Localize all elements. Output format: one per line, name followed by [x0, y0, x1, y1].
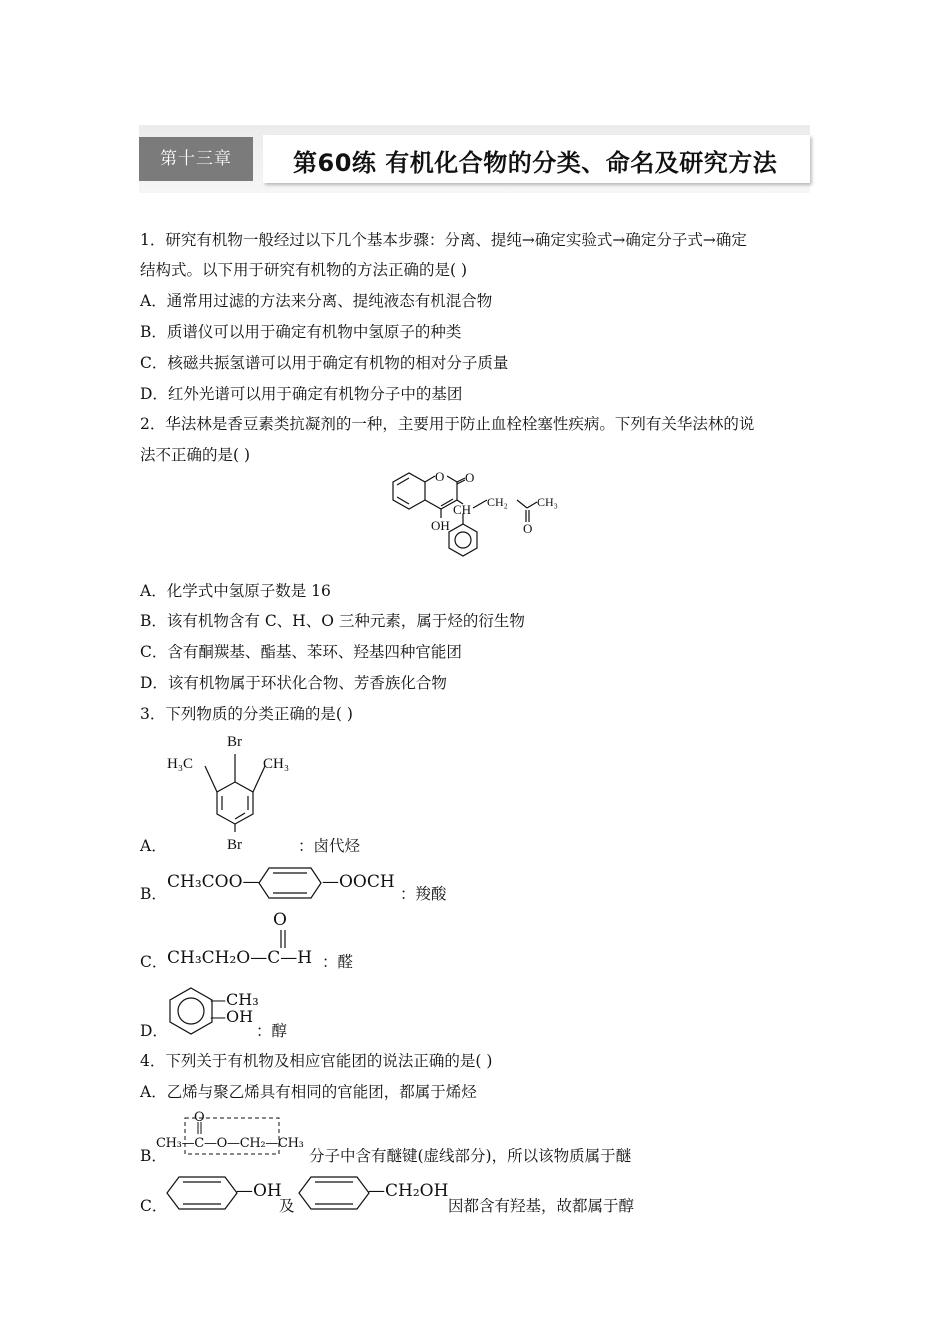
q4-b-formula: CH₃—C—O—CH₂—CH₃	[156, 1136, 304, 1151]
h3c-label: H₃C	[167, 756, 194, 772]
q2-stem-line1: 2．华法林是香豆素类抗凝剂的一种，主要用于防止血栓栓塞性疾病。下列有关华法林的说	[140, 415, 755, 433]
q3-stem: 3．下列物质的分类正确的是( )	[140, 705, 353, 723]
br-top: Br	[227, 734, 242, 750]
q3-a-prefix: A．	[140, 837, 167, 855]
q1-stem-line2: 结构式。以下用于研究有机物的方法正确的是( )	[140, 261, 468, 279]
q4-b-carbonyl-o: O	[194, 1110, 205, 1125]
q3-b-class: ：羧酸	[400, 885, 447, 903]
q4-c-phenol-ring	[165, 1175, 245, 1211]
title-box	[263, 135, 810, 183]
ch3-label: CH₃	[263, 756, 290, 772]
q3-a-class: ：卤代烃	[298, 837, 361, 855]
q3-d-oh: —OH	[210, 1007, 254, 1026]
q3-b-right: —OOCH	[322, 872, 395, 892]
chapter-banner	[139, 125, 810, 193]
q3-b-benzene-ring	[257, 866, 323, 900]
warfarin-ch: CH	[453, 502, 472, 517]
q3-c-class: ：醛	[322, 953, 354, 971]
q4-b-text: 分子中含有醚键(虚线部分)，所以该物质属于醚	[309, 1147, 632, 1165]
warfarin-structure	[375, 470, 585, 570]
q2-option-b: B．该有机物含有 C、H、O 三种元素，属于烃的衍生物	[140, 612, 525, 630]
warfarin-ketone-o: O	[523, 521, 533, 536]
q3-b-prefix: B．	[140, 885, 167, 903]
warfarin-ring-o: O	[435, 470, 445, 484]
q3-c-double-bond	[276, 928, 290, 950]
q3-c-carbonyl-o: O	[273, 910, 287, 930]
br-bottom: Br	[227, 837, 242, 853]
page-title: 第60练 有机化合物的分类、命名及研究方法	[293, 149, 778, 177]
q2-stem-line2: 法不正确的是( )	[140, 446, 251, 464]
q3-d-ch3: —CH₃	[210, 990, 259, 1009]
q1-option-a: A．通常用过滤的方法来分离、提纯液态有机混合物	[140, 292, 493, 310]
q1-option-b: B．质谱仪可以用于确定有机物中氢原子的种类	[140, 323, 462, 341]
q3-b-left: CH₃COO—	[167, 872, 260, 892]
q4-c-oh: —OH	[236, 1181, 282, 1201]
chapter-label: 第十三章	[139, 137, 253, 181]
q2-option-a: A．化学式中氢原子数是 16	[140, 582, 331, 600]
q3-c-formula: CH₃CH₂O—C—H	[167, 948, 313, 968]
q4-option-a: A．乙烯与聚乙烯具有相同的官能团，都属于烯烃	[140, 1083, 477, 1101]
q4-c-prefix: C．	[140, 1197, 168, 1215]
q4-b-prefix: B．	[140, 1147, 167, 1165]
q2-option-d: D．该有机物属于环状化合物、芳香族化合物	[140, 674, 447, 692]
warfarin-carbonyl-o: O	[465, 470, 475, 485]
q3-d-class: ：醇	[256, 1022, 288, 1040]
q3-c-prefix: C．	[140, 953, 168, 971]
q4-c-and: 及	[279, 1197, 295, 1215]
q1-option-c: C．核磁共振氢谱可以用于确定有机物的相对分子质量	[140, 354, 509, 372]
q4-c-ch2oh: —CH₂OH	[368, 1181, 449, 1201]
q4-stem: 4．下列关于有机物及相应官能团的说法正确的是( )	[140, 1052, 493, 1070]
q2-option-c: C．含有酮羰基、酯基、苯环、羟基四种官能团	[140, 643, 462, 661]
q4-c-benzyl-ring	[297, 1175, 377, 1211]
warfarin-ch3: CH₃	[537, 495, 558, 509]
q3-d-prefix: D．	[140, 1022, 168, 1040]
q1-option-d: D．红外光谱可以用于确定有机物分子中的基团	[140, 385, 463, 403]
dibromo-xylene-structure	[165, 730, 305, 855]
q1-stem-line1: 1．研究有机物一般经过以下几个基本步骤：分离、提纯→确定实验式→确定分子式→确定	[140, 231, 747, 249]
warfarin-ch2: CH₂	[487, 495, 508, 509]
warfarin-oh: OH	[431, 518, 450, 533]
q4-c-text: 因都含有羟基，故都属于醇	[448, 1197, 635, 1215]
